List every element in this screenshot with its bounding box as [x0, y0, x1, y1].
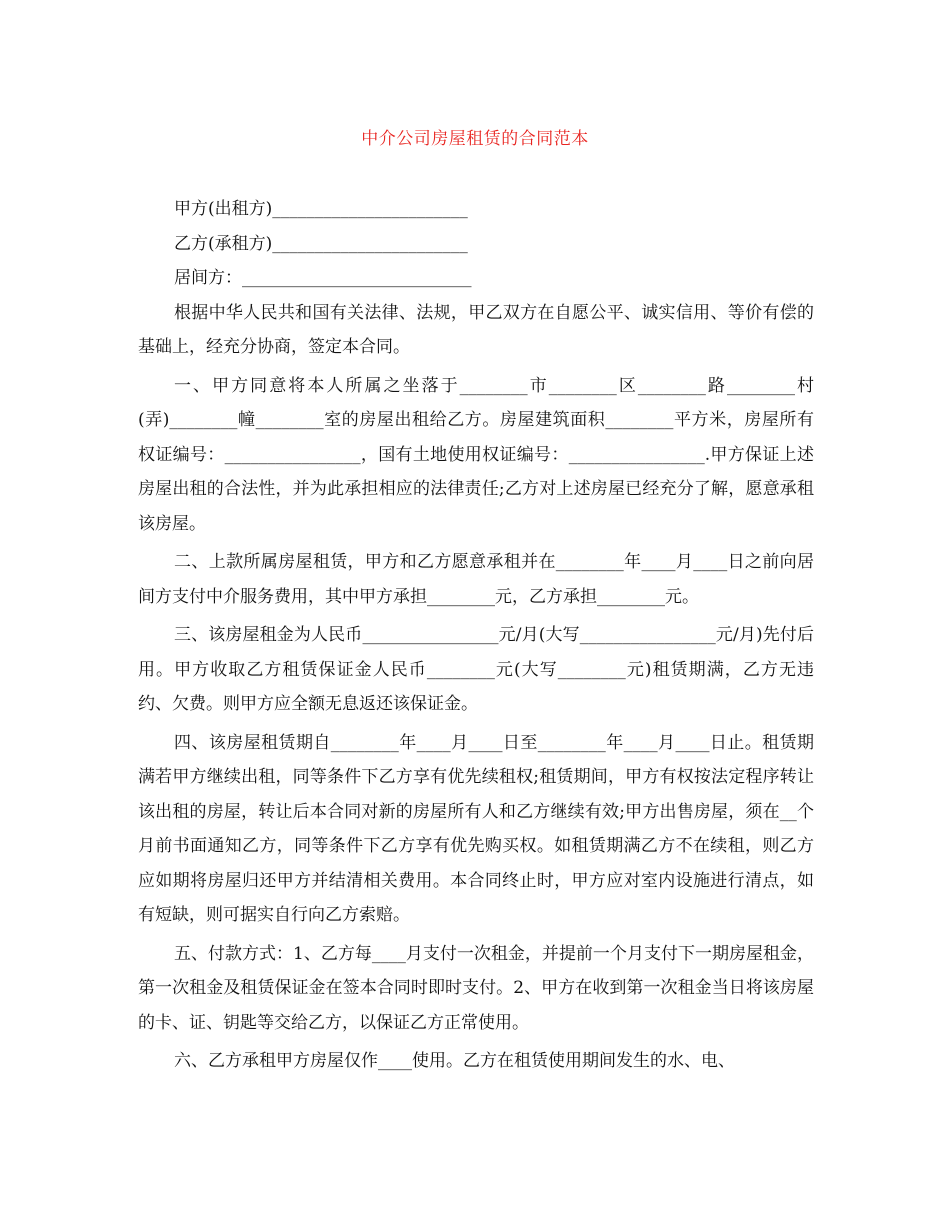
document-title: 中介公司房屋租赁的合同范本 [361, 129, 589, 149]
clause-3: 三、该房屋租金为人民币________________元/月(大写________________元/月)先付后用。甲方收取乙方租赁保证金人民币________元(大写________元)租赁期满，乙方无违约、欠费。则甲方应全额无息返还该保证金。 [138, 625, 815, 714]
party-lessor-line: 甲方(出租方)_______________________ [174, 199, 468, 219]
clause-6: 六、乙方承租甲方房屋仅作____使用。乙方在租赁使用期间发生的水、电、 [174, 1051, 735, 1071]
document-body [138, 192, 814, 1083]
clause-4: 四、该房屋租赁期自________年____月____日至________年____月____日止。租赁期满若甲方继续出租，同等条件下乙方享有优先续租权;租赁期间，甲方有权按法定程序转让该出租的房屋，转让后本合同对新的房屋所有人和乙方继续有效;甲方出售房屋，须在__个月前书面通知乙方，同等条件下乙方享有优先购买权。如租赁期满乙方不在续租，则乙方应如期将房屋归还甲方并结清相关费用。本合同终止时，甲方应对室内设施进行清点，如有短缺，则可据实自行向乙方索赔。 [138, 732, 814, 925]
paragraph-preamble: 根据中华人民共和国有关法律、法规，甲乙双方在自愿公平、诚实信用、等价有偿的基础上，经充分协商，签定本合同。 [138, 302, 814, 357]
party-lessee-line: 乙方(承租方)_______________________ [174, 233, 468, 254]
clause-1: 一、甲方同意将本人所属之坐落于________市________区________路________村(弄)________幢________室的房屋出租给乙方。房屋建筑面积________平方米，房屋所有权证编号：________________，国有土地使用权证编号：________________.甲方保证上述房屋出租的合法性，并为此承担相应的法律责任;乙方对上述房屋已经充分了解，愿意承租该房屋。 [138, 375, 814, 534]
clause-5: 五、付款方式：1、乙方每____月支付一次租金，并提前一个月支付下一期房屋租金，第一次租金及租赁保证金在签本合同时即时支付。2、甲方在收到第一次租金当日将该房屋的卡、证、钥匙等交给乙方，以保证乙方正常使用。 [138, 943, 814, 1033]
party-intermediary-line: 居间方：___________________________ [174, 268, 472, 288]
clause-2: 二、上款所属房屋租赁，甲方和乙方愿意承租并在________年____月____日之前向居间方支付中介服务费用，其中甲方承担________元，乙方承担________元。 [138, 552, 814, 607]
